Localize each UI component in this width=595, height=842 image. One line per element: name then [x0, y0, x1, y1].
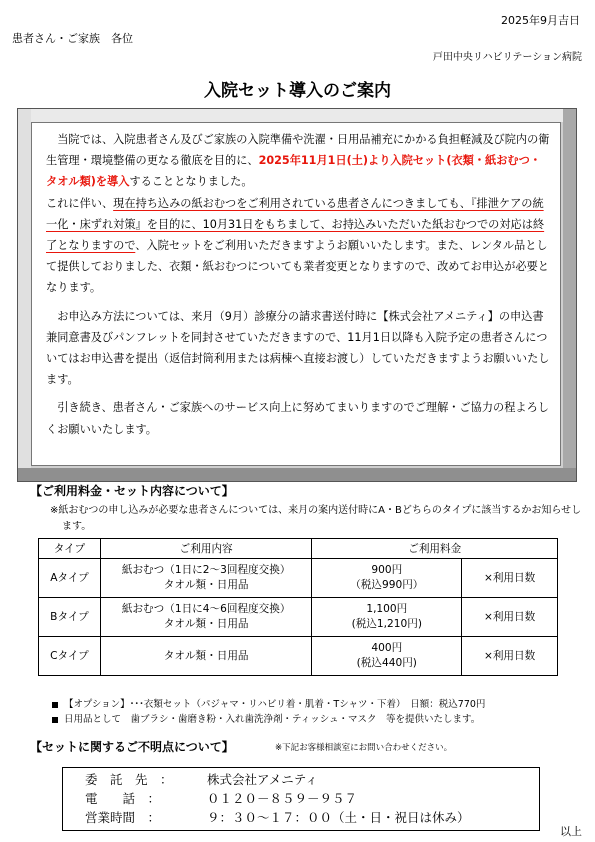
- content-line: タオル類・日用品: [163, 579, 249, 591]
- type-cell: Aタイプ: [39, 559, 101, 598]
- notice-body: [31, 122, 561, 466]
- legend-text: 日用品として 歯ブラシ・歯磨き粉・入れ歯洗浄剤・ティッシュ・マスク 等を提供いたします。: [64, 714, 481, 725]
- square-bullet-icon: [52, 717, 58, 723]
- issue-date: 2025年9月吉日: [501, 14, 580, 27]
- notice-underlined: 現在持ち込みの紙おむつをご利用されている患者さんにつきましても、『排泄ケアの統一化・床ずれ対策』を目的に、10月31日をもちまして、お持込みいただいた紙おむつでの対応は終了となりますので: [46, 196, 545, 253]
- unit-cell: ×利用日数: [462, 637, 558, 676]
- option-legend: [52, 698, 485, 712]
- contact-value: 株式会社アメニティ: [207, 772, 318, 787]
- fees-table: [38, 538, 558, 676]
- content-line: 紙おむつ（1日に2～3回程度交換）: [121, 564, 291, 576]
- phone-row: [85, 789, 539, 808]
- square-bullet-icon: [52, 702, 58, 708]
- type-cell: Bタイプ: [39, 598, 101, 637]
- inquiry-note: ※下記お客様相談室にお問い合わせください。: [275, 743, 453, 753]
- sender-hospital: 戸田中央リハビリテーション病院: [432, 52, 582, 63]
- table-header-row: [39, 539, 558, 559]
- contact-box: [62, 767, 540, 831]
- hours-value: ９：３０～１７：００（土・日・祝日は休み）: [207, 810, 470, 825]
- price-cell: [312, 598, 462, 637]
- notice-text: 当院では、入院患者さん及びご家族の入院準備や洗濯・日用品補充にかかる負担軽減及び院内の衛生管理・環境整備の更なる徹底を目的に、: [46, 133, 550, 168]
- phone-label: 電 話 ：: [85, 791, 161, 806]
- notice-text: することとなりました。: [129, 175, 253, 189]
- inquiry-heading: 【セットに関するご不明点について】: [30, 740, 234, 754]
- notice-paragraph-1: [46, 129, 550, 193]
- type-cell: Cタイプ: [39, 637, 101, 676]
- contact-label: 委 託 先 ：: [85, 772, 173, 787]
- table-row: [39, 598, 558, 637]
- content-cell: [100, 598, 312, 637]
- addressee: 患者さん・ご家族 各位: [12, 32, 133, 45]
- content-line: タオル類・日用品: [163, 649, 249, 662]
- unit-cell: ×利用日数: [462, 559, 558, 598]
- supplies-legend: [52, 713, 480, 727]
- page-title: 入院セット導入のご案内: [204, 81, 391, 101]
- contact-row: [85, 770, 539, 789]
- notice-paragraph-2: [46, 193, 550, 299]
- table-row: [39, 637, 558, 676]
- notice-text: これに伴い、: [46, 196, 114, 210]
- notice-paragraph-3: お申込み方法については、来月（9月）診療分の請求書送付時に【株式会社アメニティ】の申込書兼同意書及びパンフレットを同封させていただきますので、11月1日以降も入院予定の患者さんについてはお申込書を提出（返信封筒利用または病棟へ直接お渡し）していただきますようお願いいたします。: [46, 309, 550, 387]
- hours-row: [85, 808, 539, 827]
- price: 900円: [371, 564, 403, 576]
- price-tax: (税込1,210円): [351, 618, 422, 630]
- price-tax: (税込440円): [356, 657, 417, 669]
- phone-number[interactable]: ０１２０－８５９－９５７: [207, 791, 358, 806]
- notice-highlight: 2025年11月1日(土)より入院セット(衣類・紙おむつ・タオル類)を導入: [46, 154, 541, 189]
- content-line: タオル類・日用品: [163, 618, 249, 630]
- closing-mark: 以上: [560, 825, 582, 838]
- fees-note: ※紙おむつの申し込みが必要な患者さんについては、来月の案内送付時にA・Bどちらのタイプに該当するかお知らせします。: [50, 505, 582, 532]
- col-price: ご利用料金: [312, 539, 558, 559]
- notice-text: 、入院セットをご利用いただきますようお願いいたします。また、レンタル品として提供しておりました、衣類・紙おむつについても業者変更となりますので、改めてお申込が必要となります。: [46, 239, 549, 295]
- unit-cell: ×利用日数: [462, 598, 558, 637]
- price-cell: [312, 559, 462, 598]
- table-row: [39, 559, 558, 598]
- notice-paragraph-4: 引き続き、患者さん・ご家族へのサービス向上に努めてまいりますのでご理解・ご協力の程よろしくお願いいたします。: [46, 401, 549, 436]
- price: 1,100円: [366, 603, 408, 615]
- col-content: ご利用内容: [100, 539, 312, 559]
- price-cell: [312, 637, 462, 676]
- col-type: タイプ: [39, 539, 101, 559]
- price: 400円: [371, 642, 403, 654]
- content-cell: [100, 559, 312, 598]
- legend-text: 【オプション】･･･衣類セット（パジャマ・リハビリ着・肌着・Tシャツ・下着） 日額：税込770円: [64, 699, 486, 710]
- content-line: 紙おむつ（1日に4～6回程度交換）: [121, 603, 291, 615]
- content-cell: [100, 637, 312, 676]
- price-tax: （税込990円）: [350, 579, 424, 591]
- hours-label: 営業時間 ：: [85, 810, 161, 825]
- fees-heading: 【ご利用料金・セット内容について】: [30, 484, 234, 498]
